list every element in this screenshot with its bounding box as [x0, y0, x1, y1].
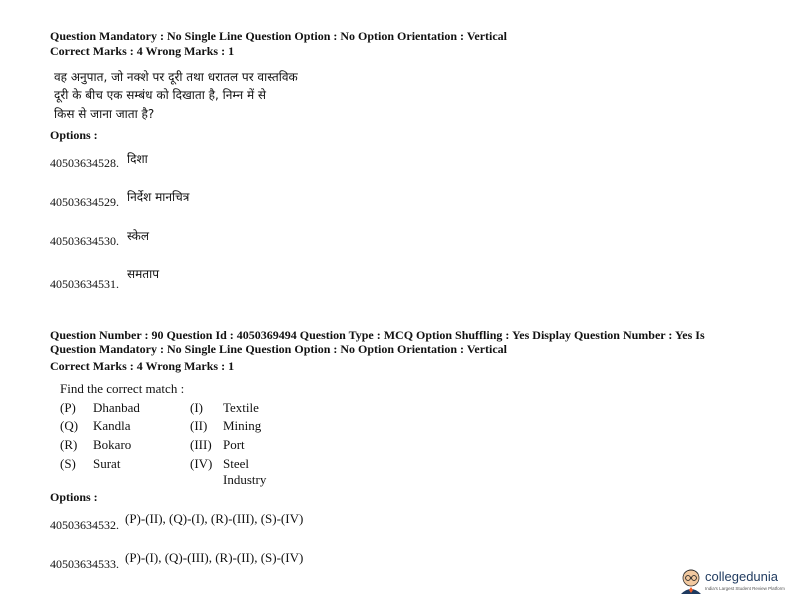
q90-left-key-s: (S) [60, 456, 76, 471]
q90-options-label: Options : [50, 490, 98, 504]
q90-right-val-ii: Mining [223, 418, 262, 433]
collegedunia-logo [678, 566, 790, 602]
student-avatar-icon [678, 566, 704, 594]
q89-text-line3: किस से जाना जाता है? [54, 107, 155, 121]
q90-right-val-iii: Port [223, 437, 245, 452]
q89-option-3-id: 40503634530. [50, 234, 119, 248]
q90-right-key-iv: (IV) [190, 456, 213, 471]
q89-option-2-id: 40503634529. [50, 195, 119, 209]
q89-text-line2: दूरी के बीच एक सम्बंध को दिखाता है, निम्न में से [54, 88, 267, 102]
logo-tagline: India's Largest Student Review Platform [705, 586, 785, 591]
q90-right-key-i: (I) [190, 400, 203, 415]
q90-right-val-i: Textile [223, 400, 259, 415]
q89-options-label: Options : [50, 128, 98, 142]
q90-option-2-text: (P)-(I), (Q)-(III), (R)-(II), (S)-(IV) [125, 550, 304, 565]
q89-meta-line1: Question Mandatory : No Single Line Question Option : No Option Orientation : Vertical [50, 29, 508, 43]
q90-option-1-text: (P)-(II), (Q)-(I), (R)-(III), (S)-(IV) [125, 511, 304, 526]
q90-right-val-iv: Steel [223, 456, 249, 471]
q90-left-val-s: Surat [93, 456, 121, 471]
q90-meta-line1: Question Number : 90 Question Id : 4050369494 Question Type : MCQ Option Shuffling : Yes Display Question Number : Yes Is [50, 328, 705, 342]
q90-left-val-p: Dhanbad [93, 400, 140, 415]
q90-option-1-id: 40503634532. [50, 518, 119, 532]
q89-option-4-id: 40503634531. [50, 277, 119, 291]
q90-option-2-id: 40503634533. [50, 557, 119, 571]
q89-option-3-text: स्केल [127, 229, 150, 243]
q89-option-2-text: निर्देश मानचित्र [127, 190, 190, 204]
q89-meta-line2: Correct Marks : 4 Wrong Marks : 1 [50, 44, 235, 58]
q90-left-key-q: (Q) [60, 418, 79, 433]
q90-right-key-iii: (III) [190, 437, 212, 452]
q89-option-1-text: दिशा [127, 152, 148, 166]
q90-prompt: Find the correct match : [60, 381, 185, 396]
q90-left-val-r: Bokaro [93, 437, 132, 452]
q90-right-val-iv-line2: Industry [223, 472, 267, 487]
q89-option-4-text: समताप [127, 267, 160, 281]
q90-left-key-r: (R) [60, 437, 78, 452]
q90-right-key-ii: (II) [190, 418, 208, 433]
q90-meta-line2: Question Mandatory : No Single Line Question Option : No Option Orientation : Vertical [50, 342, 508, 356]
q89-option-1-id: 40503634528. [50, 156, 119, 170]
q90-left-key-p: (P) [60, 400, 76, 415]
q90-meta-line3: Correct Marks : 4 Wrong Marks : 1 [50, 359, 235, 373]
q90-left-val-q: Kandla [93, 418, 131, 433]
q89-text-line1: वह अनुपात, जो नक्शे पर दूरी तथा धरातल पर वास्तविक [54, 70, 298, 84]
logo-wordmark: collegedunia [705, 569, 779, 584]
